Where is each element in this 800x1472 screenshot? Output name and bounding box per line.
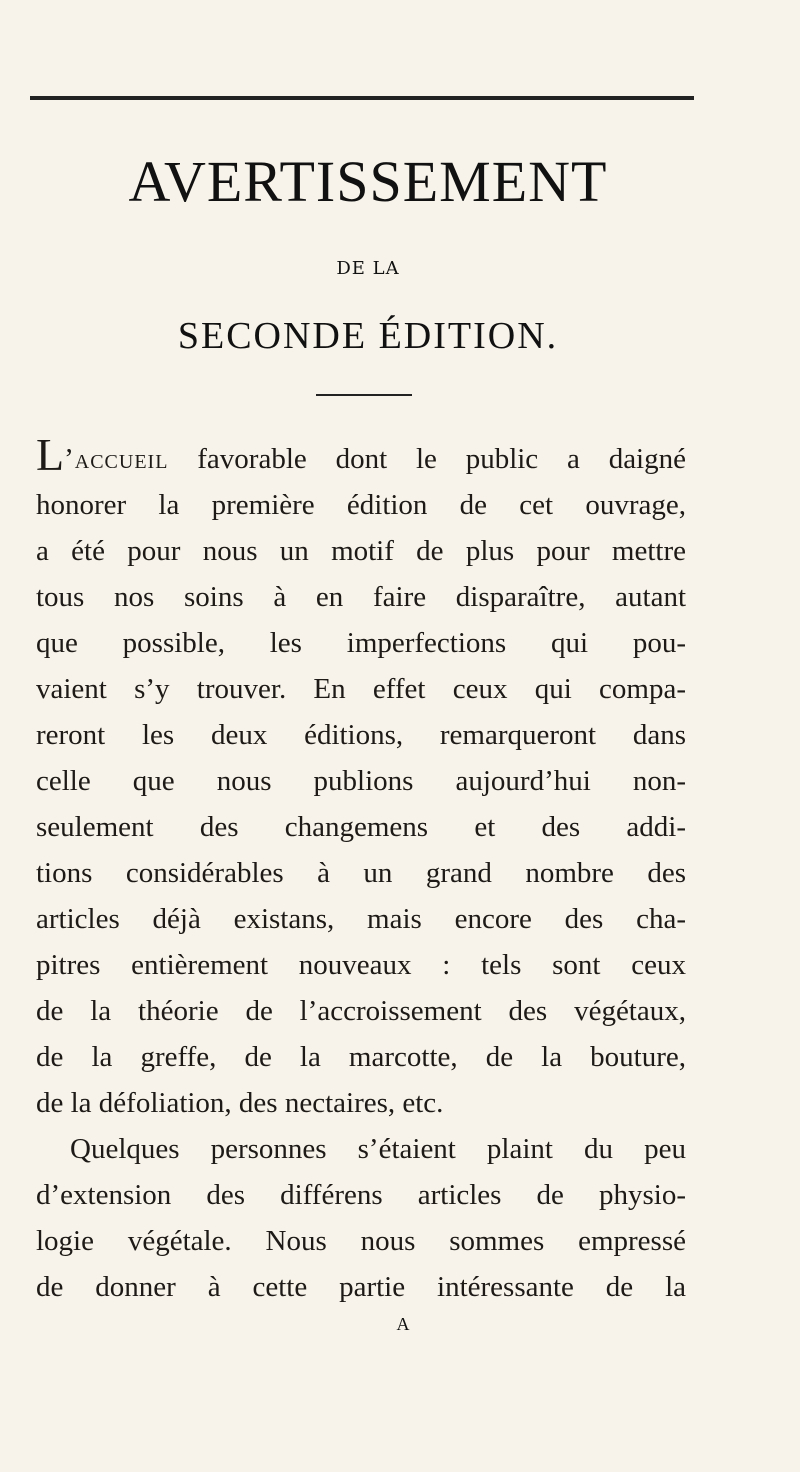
text-line: que possible, les imperfections qui pou-: [36, 627, 686, 659]
signature-mark: A: [396, 1314, 410, 1334]
text-line: tions considérables à un grand nombre des: [36, 857, 686, 889]
subtitle-prefix: DE LA: [336, 258, 400, 279]
text-line: celle que nous publions aujourd’hui non-: [36, 765, 686, 797]
text-line: tous nos soins à en faire disparaître, autant: [36, 581, 686, 613]
text-line: vaient s’y trouver. En effet ceux qui compa-: [36, 673, 686, 705]
text-line: de la défoliation, des nectaires, etc.: [36, 1087, 444, 1119]
text-line: logie végétale. Nous nous sommes empressé: [36, 1225, 686, 1257]
text-line: d’extension des différens articles de physio-: [36, 1179, 686, 1211]
page-subtitle: SECONDE ÉDITION.: [177, 315, 559, 357]
text-line: pitres entièrement nouveaux : tels sont ceux: [36, 949, 686, 981]
body-text: [36, 429, 686, 1310]
section-divider: [316, 394, 412, 396]
page-title: AVERTISSEMENT: [128, 149, 608, 214]
text-line: articles déjà existans, mais encore des cha-: [36, 903, 686, 935]
top-rule: [30, 96, 694, 100]
text-line: honorer la première édition de cet ouvrage,: [36, 489, 686, 521]
text-line: de la théorie de l’accroissement des végétaux,: [36, 995, 686, 1027]
text-line: de la greffe, de la marcotte, de la bouture,: [36, 1041, 686, 1073]
drop-cap: L: [36, 429, 65, 480]
text-line: a été pour nous un motif de plus pour mettre: [36, 535, 686, 567]
text-line-part: favorable dont le public a daigné: [168, 443, 686, 475]
text-line: [36, 429, 686, 482]
opening-word: ’accueil: [64, 443, 169, 475]
text-line: de donner à cette partie intéressante de la: [36, 1271, 686, 1303]
text-line: Quelques personnes s’étaient plaint du peu: [70, 1133, 686, 1165]
text-line: reront les deux éditions, remarqueront dans: [36, 719, 686, 751]
text-line: seulement des changemens et des addi-: [36, 811, 686, 843]
